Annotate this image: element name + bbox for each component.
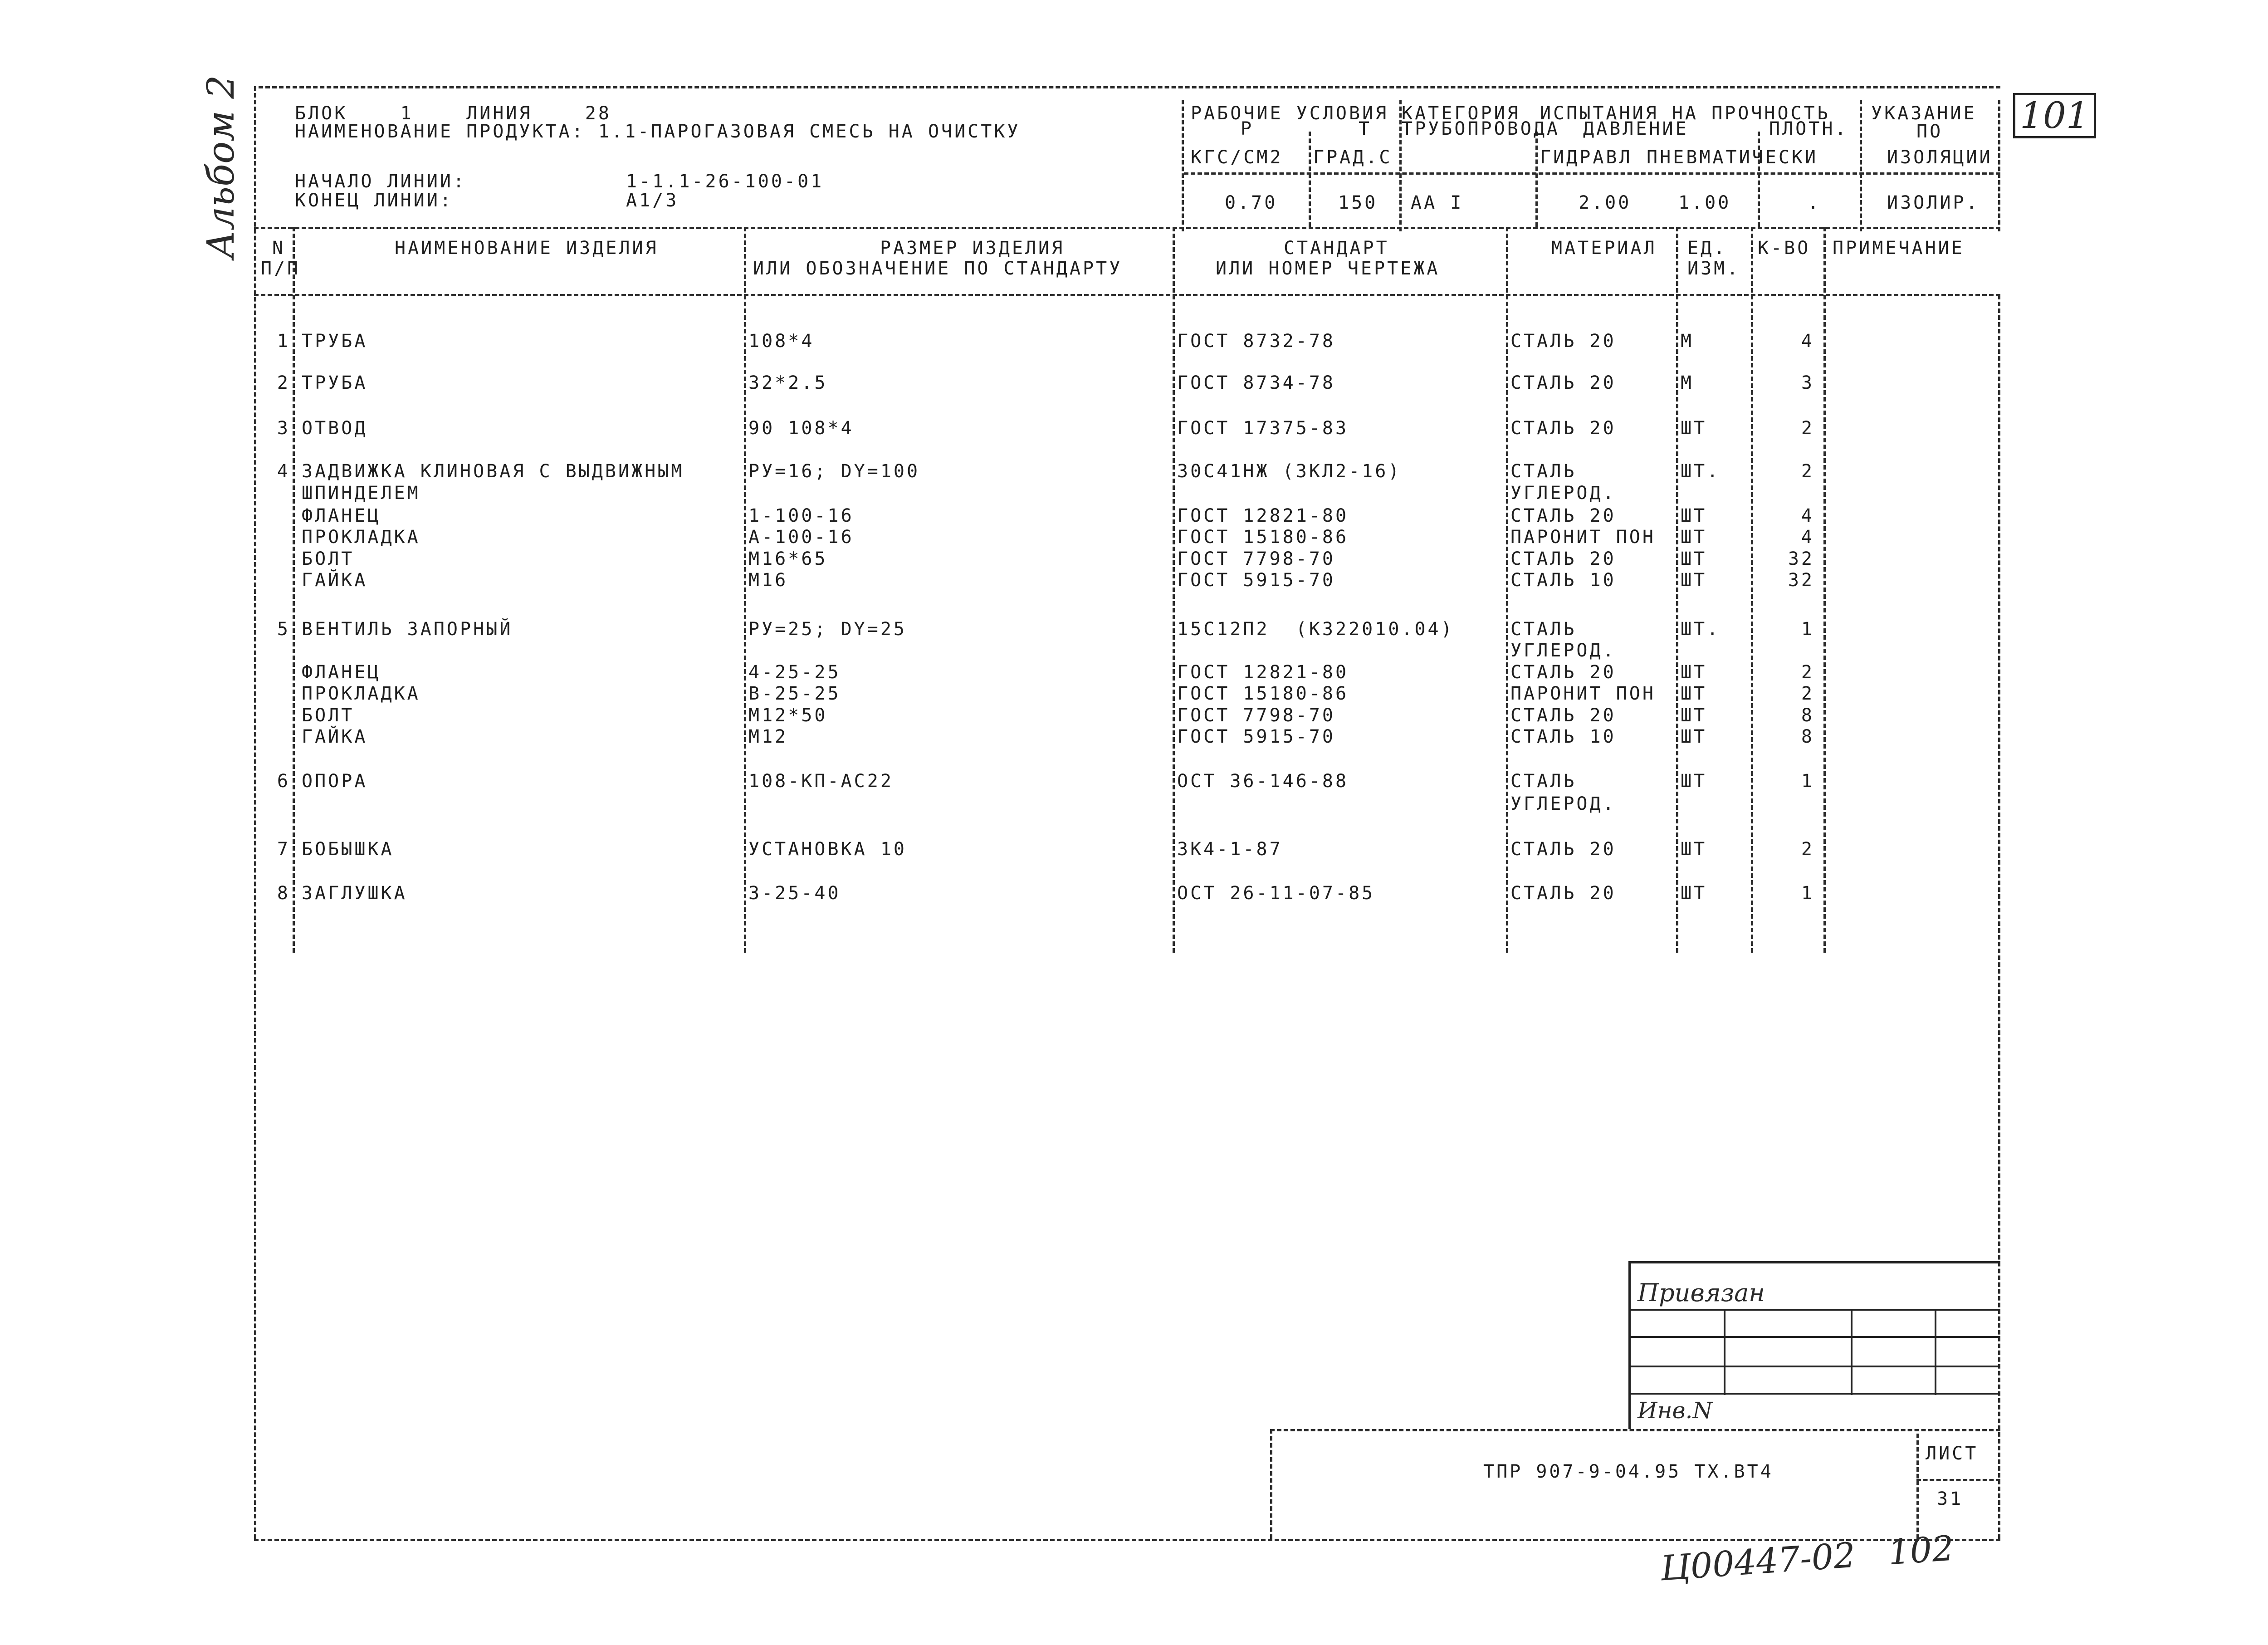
col-header-name: НАИМЕНОВАНИЕ ИЗДЕЛИЯ xyxy=(395,238,659,259)
col-line-unit xyxy=(1751,227,1753,953)
row-item-name: ОПОРА xyxy=(302,771,368,792)
row-standard: ГОСТ 7798-70 xyxy=(1177,705,1335,726)
row-material: СТАЛЬ 20 xyxy=(1510,883,1616,904)
header-vline-4 xyxy=(1535,132,1538,227)
col-header-unit1: ЕД. xyxy=(1687,238,1727,259)
row-material: СТАЛЬ 20 xyxy=(1510,505,1616,526)
row-quantity: 32 xyxy=(1788,548,1814,569)
row-size: 3-25-40 xyxy=(748,883,841,904)
test-pneumatic-label: ПНЕВМАТИЧЕСКИ xyxy=(1647,147,1818,168)
row-unit: ШТ xyxy=(1681,726,1707,747)
row-standard: ГОСТ 5915-70 xyxy=(1177,726,1335,747)
header-product-name: НАИМЕНОВАНИЕ ПРОДУКТА: 1.1-ПАРОГАЗОВАЯ СМЕСЬ НА ОЧИСТКУ xyxy=(295,121,1021,142)
row-quantity: 1 xyxy=(1801,883,1814,904)
row-standard: ОСТ 26-11-07-85 xyxy=(1177,883,1375,904)
insulation-sub1: ПО xyxy=(1916,121,1943,142)
row-number: 4 xyxy=(277,461,290,482)
test-hydraulic-label: ГИДРАВЛ xyxy=(1540,147,1633,168)
row-material: СТАЛЬ 20 xyxy=(1510,418,1616,439)
row-number: 2 xyxy=(277,372,290,393)
header-vline-2 xyxy=(1309,132,1311,227)
pressure-symbol: Р xyxy=(1241,118,1254,139)
row-item-name: ЗАДВИЖКА КЛИНОВАЯ С ВЫДВИЖНЫМ xyxy=(302,461,684,482)
row-number: 7 xyxy=(277,839,290,860)
temperature-unit: ГРАД.С xyxy=(1313,147,1393,168)
row-item-name: ПРОКЛАДКА xyxy=(302,527,420,548)
row-number: 6 xyxy=(277,771,290,792)
row-standard: 30С41НЖ (ЗКЛ2-16) xyxy=(1177,461,1402,482)
album-note: Альбом 2 xyxy=(200,75,243,259)
row-material: СТАЛЬ 20 xyxy=(1510,372,1616,393)
row-material: СТАЛЬ 20 xyxy=(1510,705,1616,726)
col-header-size1: РАЗМЕР ИЗДЕЛИЯ xyxy=(880,238,1065,259)
category-title: КАТЕГОРИЯ xyxy=(1402,103,1520,124)
header-vline-1 xyxy=(1182,100,1184,231)
row-unit: ШТ xyxy=(1681,839,1707,860)
header-vline-7 xyxy=(1998,100,2000,231)
frame-bottom-border xyxy=(254,1539,2000,1541)
row-number: 5 xyxy=(277,619,290,640)
stamp-sheet-divider xyxy=(1916,1434,1919,1539)
row-size: УСТАНОВКА 10 xyxy=(748,839,907,860)
row-standard: ГОСТ 15180-86 xyxy=(1177,683,1349,704)
row-material: СТАЛЬ 20 xyxy=(1510,331,1616,352)
row-quantity: 2 xyxy=(1801,662,1814,683)
test-density-label: ПЛОТН. xyxy=(1769,118,1848,139)
col-header-qty: К-ВО xyxy=(1758,238,1811,259)
row-number: 3 xyxy=(277,418,290,439)
working-conditions-title: РАБОЧИЕ УСЛОВИЯ xyxy=(1191,103,1389,124)
header-start-label: НАЧАЛО ЛИНИИ: xyxy=(295,171,467,192)
row-item-name: ФЛАНЕЦ xyxy=(302,505,381,526)
row-quantity: 4 xyxy=(1801,527,1814,548)
header-block-line: БЛОК 1 ЛИНИЯ 28 xyxy=(295,103,611,124)
row-quantity: 1 xyxy=(1801,771,1814,792)
row-size: 108-КП-АС22 xyxy=(748,771,894,792)
page-number: 101 xyxy=(2013,93,2096,138)
row-item-name: ГАЙКА xyxy=(302,726,368,747)
sheet-label: ЛИСТ xyxy=(1926,1443,1979,1464)
stamp-left-line xyxy=(1628,1261,1631,1429)
col-line-size xyxy=(1173,227,1175,953)
row-unit: ШТ xyxy=(1681,527,1707,548)
row-standard: ГОСТ 8734-78 xyxy=(1177,372,1335,393)
row-item-name: ТРУБА xyxy=(302,372,368,393)
row-item-name: ЗАГЛУШКА xyxy=(302,883,407,904)
row-standard: 15С12П2 (КЗ22010.04) xyxy=(1177,619,1454,640)
row-size: М12 xyxy=(748,726,788,747)
row-unit: ШТ xyxy=(1681,662,1707,683)
stamp-bound-label: Привязан xyxy=(1637,1278,1765,1307)
header-end-label: КОНЕЦ ЛИНИИ: xyxy=(295,190,453,211)
stamp-sheet-mid-line xyxy=(1916,1479,2000,1481)
col-line-qty xyxy=(1823,227,1826,953)
row-number: 1 xyxy=(277,331,290,352)
row-unit: ШТ xyxy=(1681,705,1707,726)
row-material: СТАЛЬ 20 xyxy=(1510,548,1616,569)
row-material: УГЛЕРОД. xyxy=(1510,483,1616,504)
col-line-name xyxy=(744,227,746,953)
row-item-name: ПРОКЛАДКА xyxy=(302,683,420,704)
row-quantity: 2 xyxy=(1801,418,1814,439)
pressure-unit: КГС/СМ2 xyxy=(1191,147,1283,168)
footer-handwritten-code: Ц00447-02 102 xyxy=(1659,1528,1955,1589)
row-material: ПАРОНИТ ПОН xyxy=(1510,527,1656,548)
row-unit: ШТ xyxy=(1681,570,1707,591)
row-quantity: 2 xyxy=(1801,683,1814,704)
col-header-std1: СТАНДАРТ xyxy=(1284,238,1389,259)
row-standard: ГОСТ 12821-80 xyxy=(1177,662,1349,683)
col-header-size2: ИЛИ ОБОЗНАЧЕНИЕ ПО СТАНДАРТУ xyxy=(753,258,1123,279)
stamp-grid-col-1 xyxy=(1724,1309,1725,1395)
temperature-value: 150 xyxy=(1338,192,1378,213)
stamp-grid-line-3 xyxy=(1628,1366,2000,1367)
row-standard: ГОСТ 12821-80 xyxy=(1177,505,1349,526)
document-code: ТПР 907-9-04.95 ТХ.ВТ4 xyxy=(1483,1461,1774,1482)
col-line-num xyxy=(293,227,295,953)
header-end-value: А1/3 xyxy=(626,190,679,211)
row-material: СТАЛЬ 20 xyxy=(1510,839,1616,860)
test-pressure-label: ДАВЛЕНИЕ xyxy=(1583,118,1689,139)
row-number: 8 xyxy=(277,883,290,904)
row-unit: ШТ xyxy=(1681,418,1707,439)
row-quantity: 32 xyxy=(1788,570,1814,591)
col-header-unit2: ИЗМ. xyxy=(1687,258,1740,279)
header-divider-right xyxy=(1184,172,2000,175)
col-line-std xyxy=(1506,227,1508,953)
stamp-inv-label: Инв.N xyxy=(1637,1397,1713,1424)
row-unit: ШТ xyxy=(1681,771,1707,792)
row-standard: ГОСТ 17375-83 xyxy=(1177,418,1349,439)
row-item-name: БОЛТ xyxy=(302,705,355,726)
stamp-top-line xyxy=(1628,1261,2000,1263)
row-size: РУ=25; DY=25 xyxy=(748,619,907,640)
row-quantity: 1 xyxy=(1801,619,1814,640)
col-line-mat xyxy=(1676,227,1678,953)
row-item-name: БОЛТ xyxy=(302,548,355,569)
row-size: А-100-16 xyxy=(748,527,854,548)
row-item-name: ОТВОД xyxy=(302,418,368,439)
col-header-num2: П/П xyxy=(261,258,301,279)
row-size: 1-100-16 xyxy=(748,505,854,526)
header-start-value: 1-1.1-26-100-01 xyxy=(626,171,824,192)
insulation-title: УКАЗАНИЕ xyxy=(1871,103,1977,124)
col-header-material: МАТЕРИАЛ xyxy=(1551,238,1657,259)
col-header-num: N xyxy=(272,238,286,259)
stamp-grid-line-1 xyxy=(1628,1309,2000,1311)
row-item-name: ВЕНТИЛЬ ЗАПОРНЫЙ xyxy=(302,619,513,640)
row-unit: ШТ. xyxy=(1681,461,1721,482)
header-vline-5 xyxy=(1758,132,1760,227)
category-subtitle: ТРУБОПРОВОДА xyxy=(1402,118,1560,139)
row-material: УГЛЕРОД. xyxy=(1510,793,1616,814)
row-size: 108*4 xyxy=(748,331,815,352)
stamp-code-left-line xyxy=(1270,1429,1272,1539)
row-item-name: ФЛАНЕЦ xyxy=(302,662,381,683)
row-material: СТАЛЬ 20 xyxy=(1510,662,1616,683)
insulation-value: ИЗОЛИР. xyxy=(1887,192,1980,213)
header-bottom-divider xyxy=(254,227,2000,229)
row-standard: ГОСТ 8732-78 xyxy=(1177,331,1335,352)
row-unit: ШТ xyxy=(1681,883,1707,904)
column-header-bottom-divider xyxy=(254,294,2000,296)
row-quantity: 4 xyxy=(1801,331,1814,352)
row-standard: ЗК4-1-87 xyxy=(1177,839,1283,860)
row-material: СТАЛЬ xyxy=(1510,771,1577,792)
row-material: СТАЛЬ xyxy=(1510,461,1577,482)
row-size: 4-25-25 xyxy=(748,662,841,683)
row-unit: ШТ. xyxy=(1681,619,1721,640)
row-size: М12*50 xyxy=(748,705,828,726)
sheet-number: 31 xyxy=(1937,1488,1964,1509)
row-standard: ГОСТ 5915-70 xyxy=(1177,570,1335,591)
row-material: УГЛЕРОД. xyxy=(1510,640,1616,661)
stamp-grid-col-3 xyxy=(1935,1309,1936,1395)
row-unit: М xyxy=(1681,331,1694,352)
row-size: В-25-25 xyxy=(748,683,841,704)
row-material: ПАРОНИТ ПОН xyxy=(1510,683,1656,704)
col-header-note: ПРИМЕЧАНИЕ xyxy=(1833,238,1965,259)
row-unit: ШТ xyxy=(1681,505,1707,526)
strength-test-title: ИСПЫТАНИЯ НА ПРОЧНОСТЬ xyxy=(1540,103,1830,124)
col-header-std2: ИЛИ НОМЕР ЧЕРТЕЖА xyxy=(1216,258,1440,279)
row-unit: ШТ xyxy=(1681,548,1707,569)
hydraulic-value: 2.00 xyxy=(1579,192,1632,213)
row-quantity: 8 xyxy=(1801,705,1814,726)
stamp-code-top-line xyxy=(1270,1429,2000,1431)
row-quantity: 3 xyxy=(1801,372,1814,393)
density-value: . xyxy=(1808,192,1821,213)
frame-left-border xyxy=(254,86,256,1539)
row-size: 90 108*4 xyxy=(748,418,854,439)
insulation-sub2: ИЗОЛЯЦИИ xyxy=(1887,147,1993,168)
frame-right-border xyxy=(1998,295,2000,1539)
stamp-grid-line-2 xyxy=(1628,1336,2000,1338)
pneumatic-value: 1.00 xyxy=(1678,192,1731,213)
header-vline-6 xyxy=(1860,100,1862,231)
stamp-grid-line-4 xyxy=(1628,1393,2000,1395)
row-material: СТАЛЬ xyxy=(1510,619,1577,640)
row-quantity: 2 xyxy=(1801,461,1814,482)
row-quantity: 4 xyxy=(1801,505,1814,526)
pressure-value: 0.70 xyxy=(1225,192,1278,213)
row-quantity: 8 xyxy=(1801,726,1814,747)
row-material: СТАЛЬ 10 xyxy=(1510,726,1616,747)
temperature-symbol: Т xyxy=(1359,118,1372,139)
row-standard: ГОСТ 15180-86 xyxy=(1177,527,1349,548)
row-unit: ШТ xyxy=(1681,683,1707,704)
row-size: РУ=16; DY=100 xyxy=(748,461,920,482)
row-item-name: ТРУБА xyxy=(302,331,368,352)
row-size: 32*2.5 xyxy=(748,372,828,393)
row-item-name: ШПИНДЕЛЕМ xyxy=(302,483,420,504)
category-value: АА I xyxy=(1411,192,1464,213)
row-standard: ГОСТ 7798-70 xyxy=(1177,548,1335,569)
row-quantity: 2 xyxy=(1801,839,1814,860)
row-standard: ОСТ 36-146-88 xyxy=(1177,771,1349,792)
stamp-grid-col-2 xyxy=(1851,1309,1853,1395)
row-unit: М xyxy=(1681,372,1694,393)
row-material: СТАЛЬ 10 xyxy=(1510,570,1616,591)
frame-top-border xyxy=(259,86,2000,88)
row-size: М16*65 xyxy=(748,548,828,569)
row-item-name: БОБЫШКА xyxy=(302,839,394,860)
row-item-name: ГАЙКА xyxy=(302,570,368,591)
row-size: М16 xyxy=(748,570,788,591)
